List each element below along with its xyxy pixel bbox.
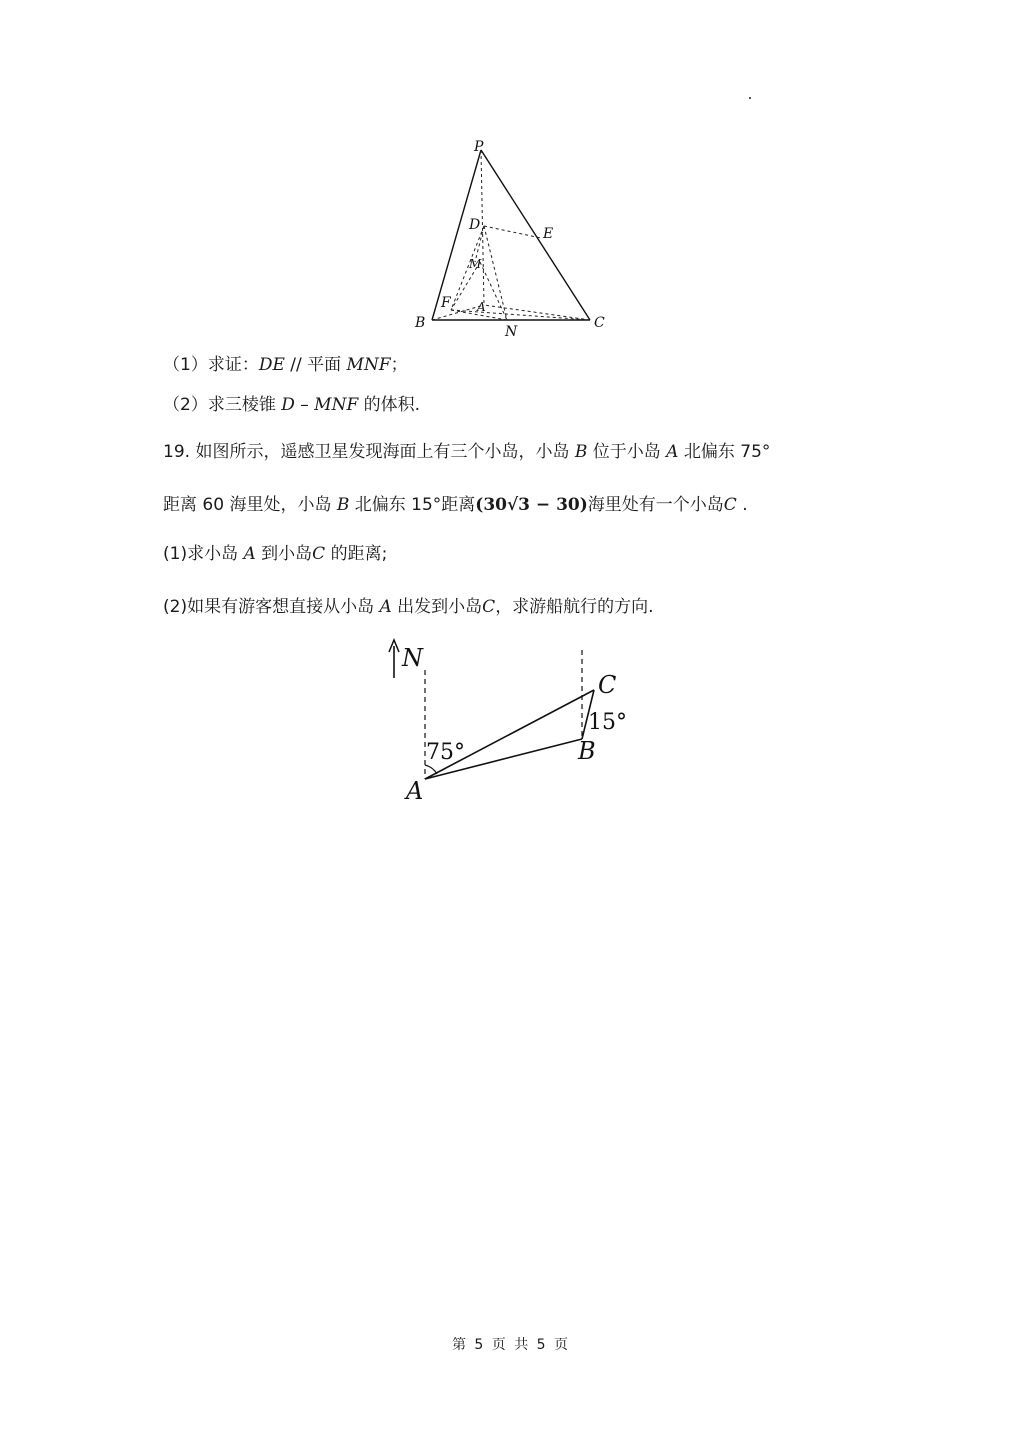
- q18-part1: [163, 350, 408, 375]
- q19-line1: [163, 437, 770, 462]
- q19-number: 19.: [163, 442, 191, 462]
- q19-part1-suffix: 的距离;: [325, 544, 388, 564]
- q19-line2-expr: (30√3 − 30): [475, 495, 588, 515]
- angle-arc-A: [425, 765, 437, 774]
- q19-line2-B: B: [336, 495, 350, 515]
- q19-part1-C: C: [312, 544, 326, 564]
- q18-part1-suffix: ；: [390, 355, 408, 375]
- label-P: P: [474, 139, 484, 155]
- q19-part1-mid: 到小岛: [255, 544, 313, 564]
- q18-part2-suffix: 的体积.: [358, 395, 421, 415]
- q19-part1: [163, 539, 387, 564]
- segment-AC: [425, 690, 594, 779]
- q19-part2-mid: 出发到小岛: [391, 597, 483, 617]
- edge-PB: [432, 150, 481, 320]
- pyramid-figure: [400, 130, 640, 345]
- q19-part1-prefix: (1)求小岛: [163, 544, 244, 564]
- q19-line1-text3: 北偏东 75°: [678, 442, 771, 462]
- q19-part2: [163, 592, 654, 617]
- q19-line1-A: A: [666, 442, 679, 462]
- q19-part2-C: C: [482, 597, 496, 617]
- q19-line1-text1: 如图所示，遥感卫星发现海面上有三个小岛，小岛: [195, 442, 575, 462]
- page-footer: 第 5 页 共 5 页: [451, 1337, 571, 1353]
- q19-line1-text2: 位于小岛: [587, 442, 667, 462]
- q19-line2-text2: 北偏东 15°距离: [349, 495, 476, 515]
- label-angle-15: 15°: [588, 710, 627, 735]
- q19-part2-suffix: ，求游船航行的方向.: [495, 597, 654, 617]
- label-F: F: [441, 295, 451, 311]
- q18-part2-math: D – MNF: [281, 395, 359, 415]
- label-C: C: [598, 671, 617, 699]
- edge-PC: [481, 150, 590, 320]
- q18-part2-prefix: （2）求三棱锥: [163, 395, 282, 415]
- label-B: B: [578, 737, 596, 765]
- q18-part1-math: DE: [258, 355, 285, 375]
- label-C: C: [594, 315, 605, 331]
- q19-line2-text4: .: [736, 495, 748, 515]
- navigation-figure: [380, 630, 650, 810]
- seg-DE: [484, 226, 541, 238]
- q19-part1-A: A: [243, 544, 256, 564]
- q19-line2-C: C: [723, 495, 737, 515]
- label-E: E: [543, 226, 554, 242]
- edge-AC: [484, 305, 590, 320]
- q19-line2: [163, 490, 748, 515]
- q18-part1-prefix: （1）求证：: [163, 355, 259, 375]
- label-N: N: [505, 324, 518, 340]
- q19-line2-text3: 海里处有一个小岛: [587, 495, 724, 515]
- q19-line1-B: B: [574, 442, 588, 462]
- stray-dot: [749, 97, 751, 99]
- q19-part2-prefix: (2)如果有游客想直接从小岛: [163, 597, 380, 617]
- label-A: A: [477, 300, 486, 314]
- label-A: A: [406, 777, 424, 805]
- q19-line2-text1: 距离 60 海里处，小岛: [163, 495, 337, 515]
- q18-part1-mid: // 平面: [284, 355, 347, 375]
- label-D: D: [469, 217, 481, 233]
- label-M: M: [469, 257, 482, 271]
- label-angle-75: 75°: [426, 740, 465, 765]
- q18-part1-plane: MNF: [346, 355, 391, 375]
- q19-part2-A: A: [379, 597, 392, 617]
- label-B: B: [415, 315, 426, 331]
- q18-part2: [163, 390, 420, 415]
- label-N: N: [402, 644, 423, 672]
- seg-FC: [451, 310, 590, 320]
